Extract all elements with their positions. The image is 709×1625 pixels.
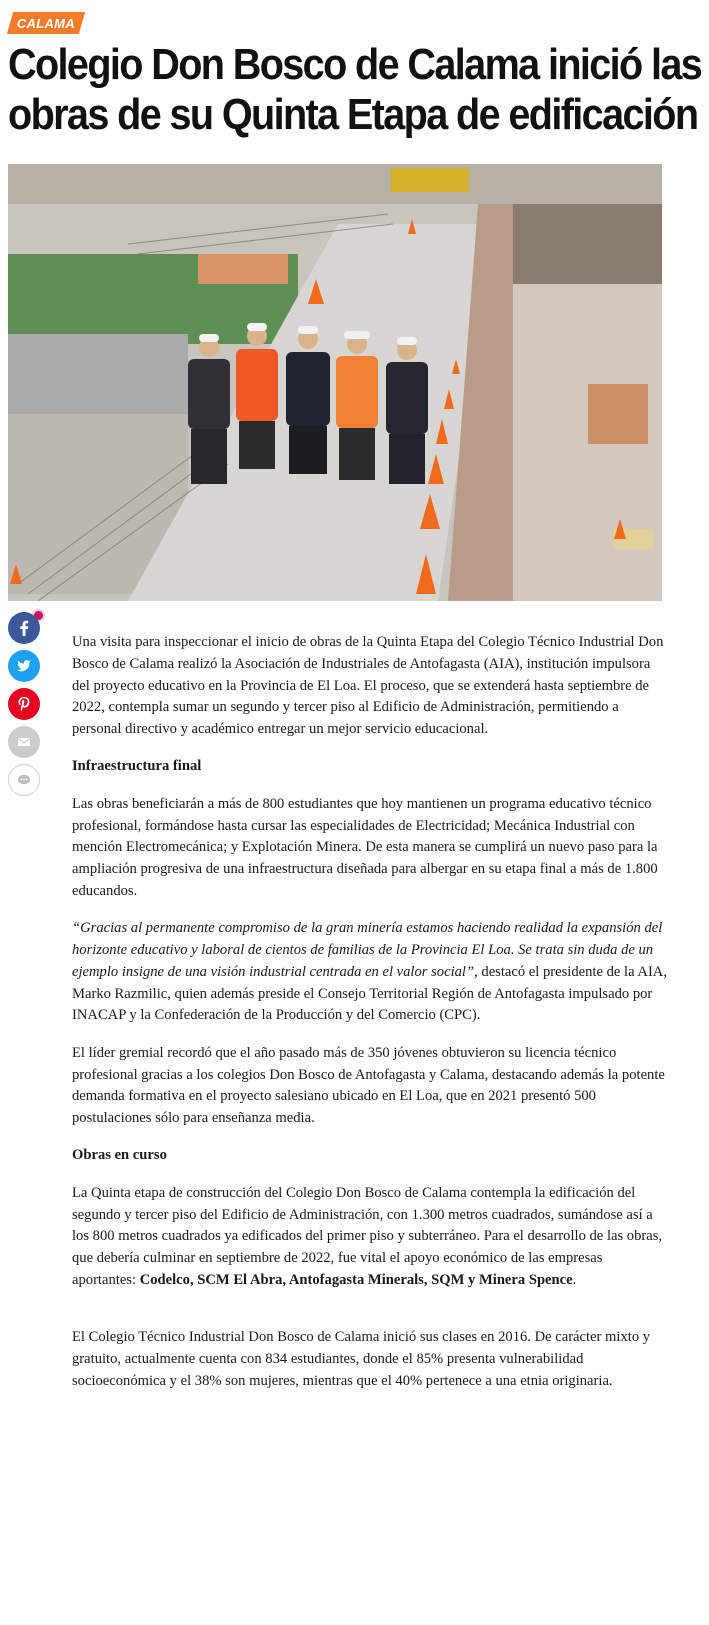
paragraph-end: . bbox=[572, 1271, 577, 1288]
facebook-share-button[interactable] bbox=[8, 612, 40, 644]
article-paragraph: Las obras beneficiarán a más de 800 estudiantes que hoy mantienen un programa educativo técnico profesional, formándose hasta cursar las especialidades de Electricidad; Mecánica Industrial con mención Electromecánica; y Explotación Minera. De esta manera se cumplirá un nuevo paso para la ampliación progresiva de una infraestructura diseñada para albergar en su etapa final a más de 1.800 educandos. bbox=[72, 795, 658, 899]
article-paragraph: Una visita para inspeccionar el inicio de obras de la Quinta Etapa del Colegio Técnico Industrial Don Bosco de Calama realizó la Asociación de Industriales de Antofagasta (AIA), institución impulsora del proyecto educativo en la Provincia de El Loa. El proceso, que se extenderá hasta septiembre de 2022, contempla sumar un segundo y tercer piso al Edificio de Administración, permitiendo a personal directivo y académico entregar un mejor servicio educacional. bbox=[72, 634, 664, 738]
category-label: CALAMA bbox=[16, 15, 76, 31]
section-heading: Infraestructura final bbox=[72, 758, 202, 775]
article-paragraph bbox=[72, 1183, 668, 1292]
email-share-button[interactable] bbox=[8, 726, 40, 758]
share-bar bbox=[8, 612, 42, 802]
paragraph-text: La Quinta etapa de construcción del Colegio Don Bosco de Calama contempla la edificación del segundo y tercer piso del Edificio de Administración, con 1.300 metros cuadrados, sumándose así a los 800 metros cuadrados ya edificados del primer piso y subterráneo. Para el desarrollo de las obras, que debería culminar en septiembre de 2022, fue vital el apoyo económico de las empresas aportantes: bbox=[72, 1184, 663, 1288]
hero-image bbox=[8, 164, 662, 601]
article-paragraph: El Colegio Técnico Industrial Don Bosco de Calama inició sus clases en 2016. De carácter mixto y gratuito, actualmente cuenta con 834 estudiantes, donde el 85% presenta vulnerabilidad socioeconómica y el 38% son mujeres, mientras que el 40% pertenece a una etnia originaria. bbox=[72, 1329, 651, 1389]
pinterest-icon bbox=[16, 696, 32, 712]
article-headline: Colegio Don Bosco de Calama inició las obras de su Quinta Etapa de edificación bbox=[8, 40, 702, 139]
comment-button[interactable] bbox=[8, 764, 40, 796]
comment-icon bbox=[16, 772, 32, 788]
twitter-share-button[interactable] bbox=[8, 650, 40, 682]
article-body bbox=[72, 632, 668, 1408]
envelope-icon bbox=[16, 734, 32, 750]
article-quote-paragraph bbox=[72, 918, 668, 1027]
category-badge[interactable] bbox=[7, 12, 85, 34]
section-heading: Obras en curso bbox=[72, 1147, 167, 1164]
facebook-icon bbox=[16, 620, 32, 636]
article-paragraph: El líder gremial recordó que el año pasado más de 350 jóvenes obtuvieron su licencia técnico profesional gracias a los colegios Don Bosco de Antofagasta y Calama, destacando además la potente demanda formativa en el proyecto salesiano ubicado en El Loa, que en 2021 presentó 500 postulaciones sólo para enseñanza media. bbox=[72, 1044, 665, 1127]
twitter-icon bbox=[16, 658, 32, 674]
quote-attribution: destacó el presidente de la AIA, Marko Razmilic, quien además preside el Consejo Territorial Región de Antofagasta impulsado por INACAP y la Confederación de la Producción y del Comercio (CPC). bbox=[72, 963, 667, 1024]
sponsor-companies: Codelco, SCM El Abra, Antofagasta Minerals, SQM y Minera Spence bbox=[139, 1271, 573, 1288]
quote-text: “Gracias al permanente compromiso de la gran minería estamos haciendo realidad la expansión del horizonte educativo y laboral de cientos de familias de la Provincia El Loa. Se trata sin duda de un ejemplo insigne de una visión industrial centrada en el valor social”, bbox=[72, 920, 663, 980]
pinterest-share-button[interactable] bbox=[8, 688, 40, 720]
